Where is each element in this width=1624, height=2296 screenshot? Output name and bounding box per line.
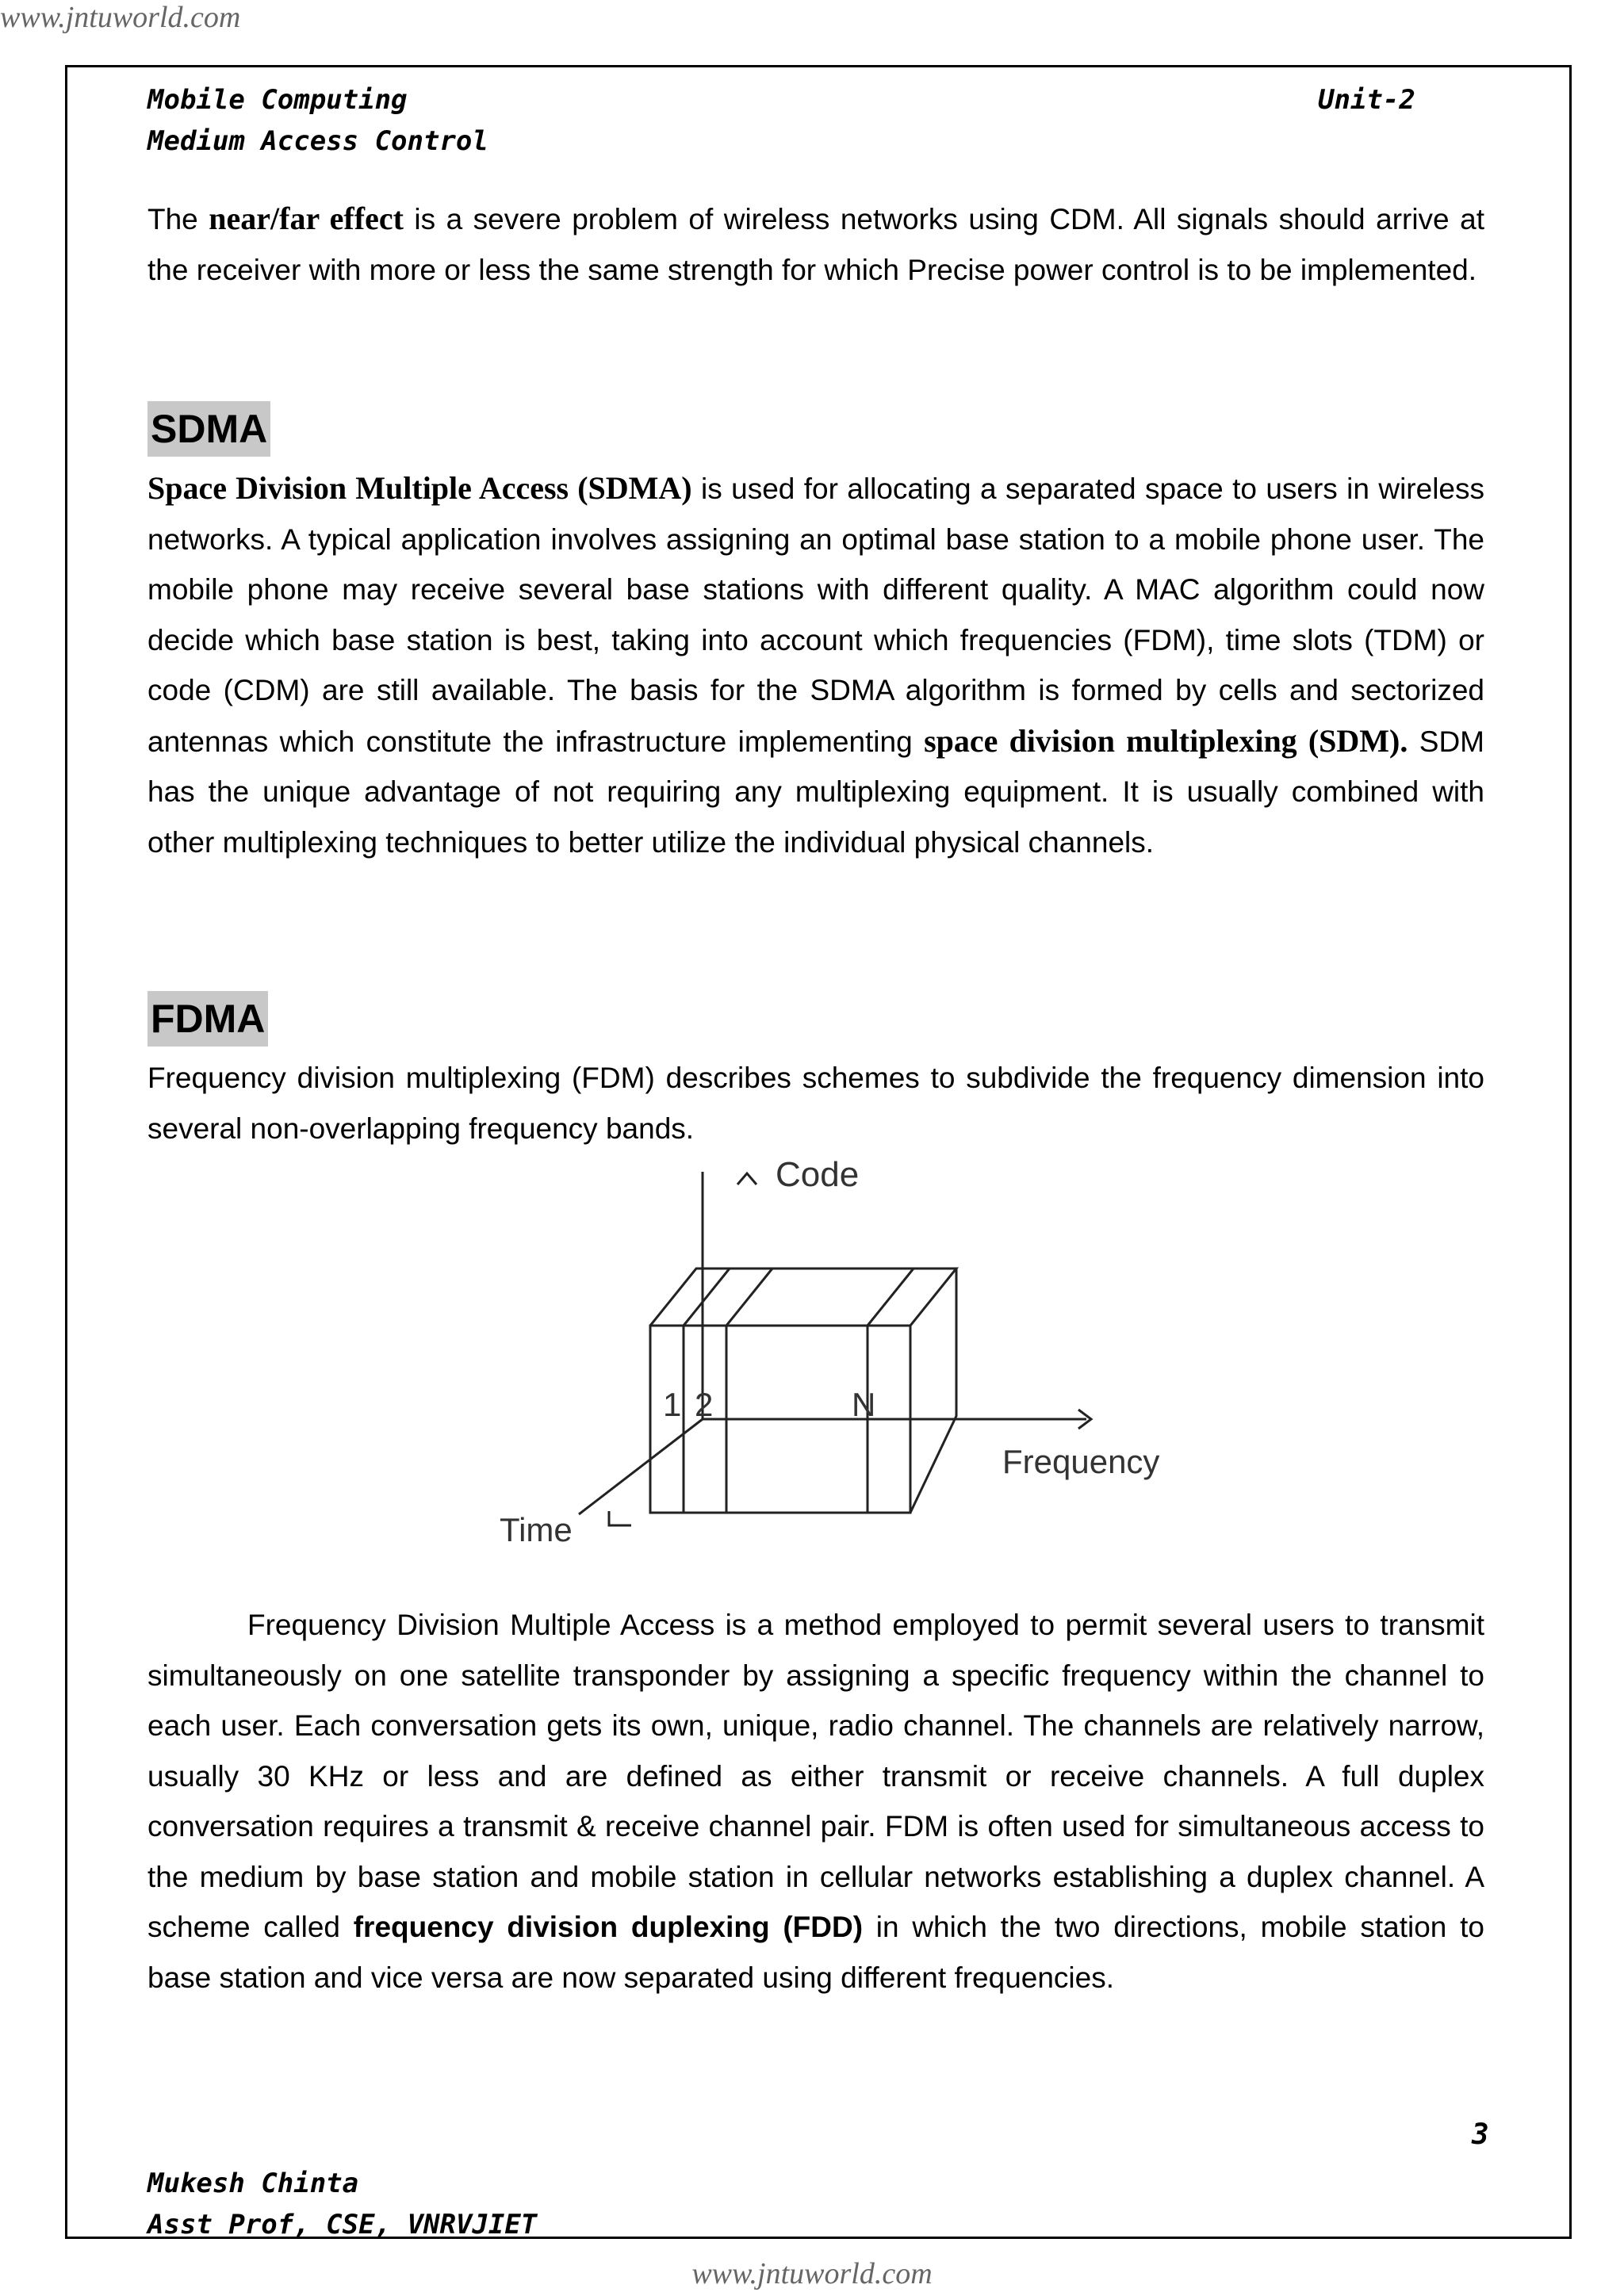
unit-label: Unit-2 [1318, 84, 1415, 116]
watermark-bottom: www.jntuworld.com [691, 2257, 933, 2290]
page-header [147, 79, 488, 162]
course-title: Mobile Computing [147, 84, 408, 116]
near-far-term: near/far effect [209, 201, 404, 236]
fdm-intro-paragraph: Frequency division multiplexing (FDM) describes schemes to subdivide the frequency dimension into several non-overlapping frequency bands. [147, 1062, 1484, 1145]
watermark-top: www.jntuworld.com [0, 1, 241, 34]
time-arrow [609, 1511, 631, 1525]
sdma-heading: SDMA [147, 401, 270, 457]
author-name: Mukesh Chinta [147, 2168, 359, 2199]
fdma-heading: FDMA [147, 991, 268, 1047]
sdm-term: space division multiplexing (SDM). [924, 722, 1408, 759]
author-affiliation: Asst Prof, CSE, VNRVJIET [147, 2209, 538, 2241]
fdm-diagram [476, 1150, 1189, 1546]
code-label: Code [776, 1155, 860, 1194]
near-far-paragraph: The near/far effect is a severe problem of wireless networks using CDM. All signals should arrive at the receiver with more or less the same strength for which Precise power control is to be implemented. [147, 201, 1484, 286]
channel-2-label: 2 [695, 1386, 714, 1423]
page-number: 3 [1472, 2118, 1489, 2151]
fdd-term: frequency division duplexing (FDD) [353, 1911, 864, 1943]
sdma-paragraph: Space Division Multiple Access (SDMA) is used for allocating a separated space to users in wireless networks. A typical application involves assigning an optimal base station to a mobile phone user. The mobile phone may receive several base stations with different quality. A MAC algorithm could now decide which base station is best, taking into account which frequencies (FDM), time slots (TDM) or code (CDM) are still available. The basis for the SDMA algorithm is formed by cells and sectorized antennas which constitute the infrastructure implementing space division multiplexing (SDM). SDM has the unique advantage of not requiring any multiplexing equipment. It is usually combined with other multiplexing techniques to better utilize the individual physical channels. [147, 470, 1485, 859]
time-label: Time [500, 1511, 573, 1546]
channel-n-label: N [852, 1386, 876, 1423]
channel-1-label: 1 [663, 1386, 682, 1423]
sdma-term: Space Division Multiple Access (SDMA) [147, 470, 692, 506]
frequency-label: Frequency [1002, 1443, 1160, 1480]
code-arrow [737, 1173, 756, 1184]
fdma-body-paragraph: Frequency Division Multiple Access is a method employed to permit several users to transmit simultaneously on one satellite transponder by assigning a specific frequency within the channel to each user. Each conversation gets its own, unique, radio channel. The channels are relatively narrow, usually 30 KHz or less and are defined as either transmit or receive channels. A full duplex conversation requires a transmit & receive channel pair. FDM is often used for simultaneous access to the medium by base station and mobile station in cellular networks establishing a duplex channel. A scheme called frequency division duplexing (FDD) in which the two directions, mobile station to base station and vice versa are now separated using different frequencies. [147, 1609, 1484, 1994]
topic-title: Medium Access Control [147, 125, 488, 157]
page-footer [147, 2163, 537, 2245]
